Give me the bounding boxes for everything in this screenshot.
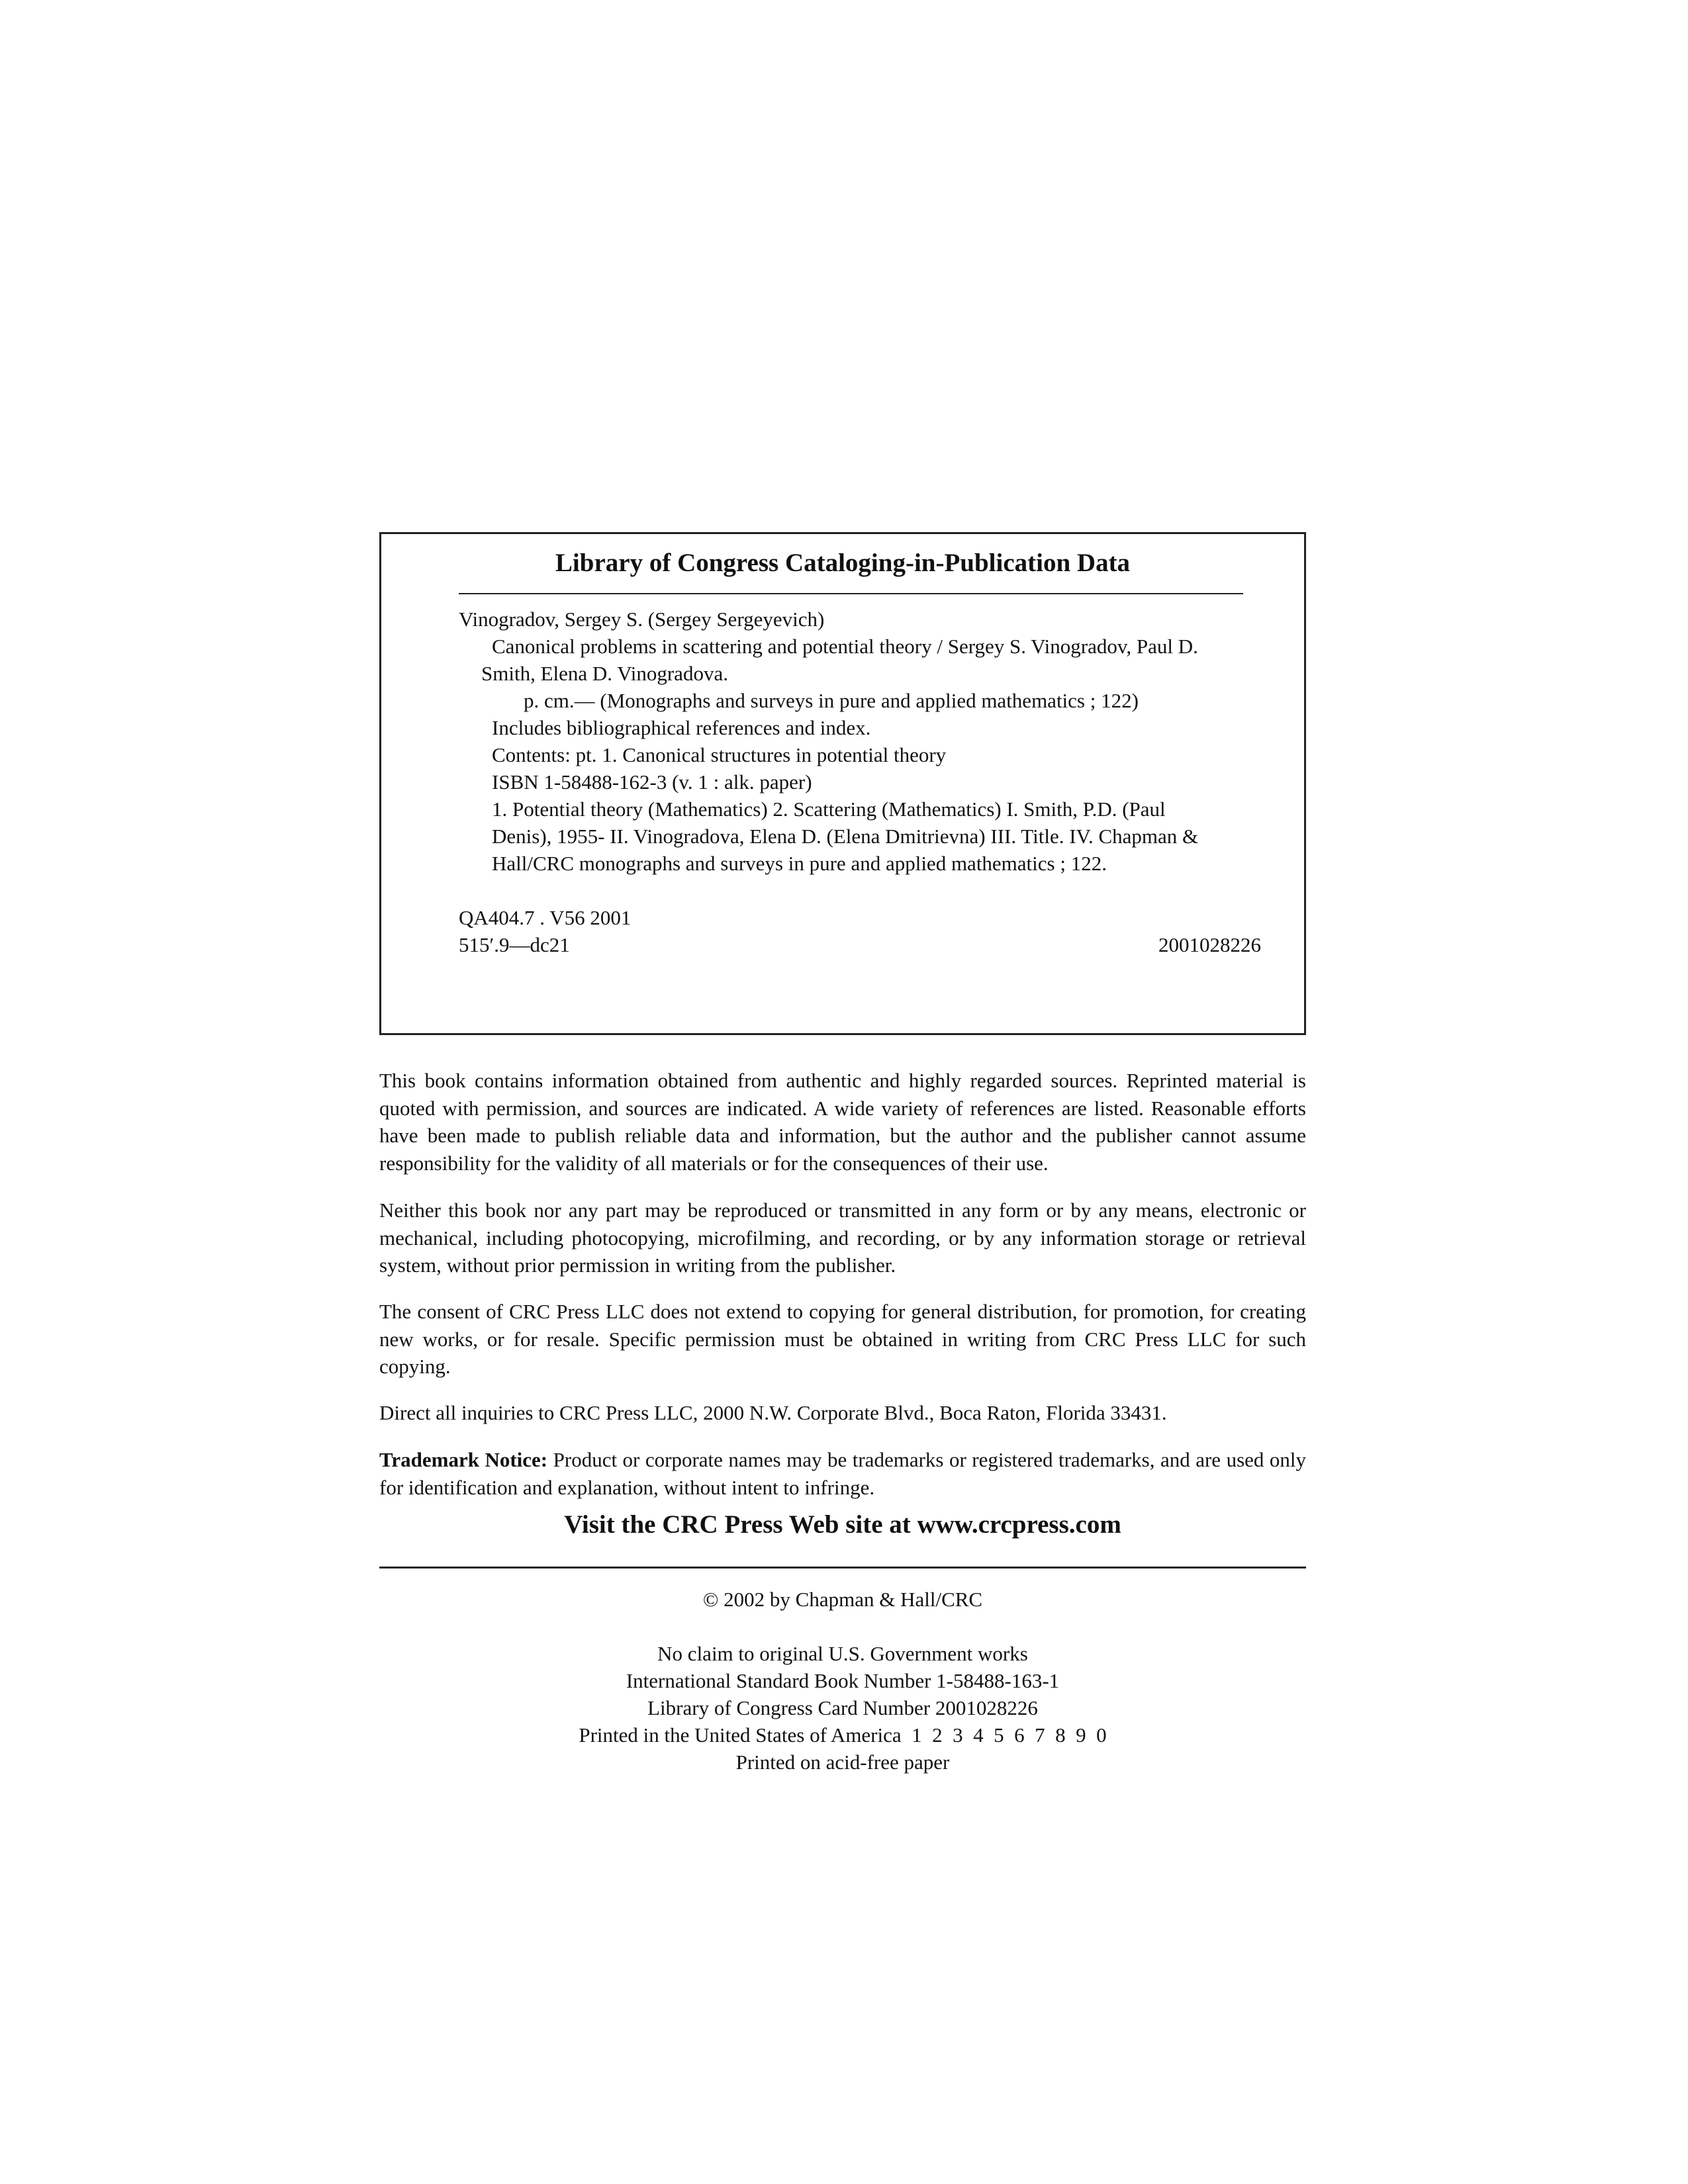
cip-lccn: 2001028226: [1158, 933, 1261, 956]
printed-in-line: Printed in the United States of America 1 2 3 4 5 6 7 8 9 0: [579, 1723, 1107, 1747]
copyright-line: © 2002 by Chapman & Hall/CRC: [702, 1588, 983, 1611]
cip-title-rule: [459, 593, 1243, 594]
government-works-line: No claim to original U.S. Government works: [657, 1642, 1028, 1665]
isbn-line: International Standard Book Number 1-58488-163-1: [626, 1669, 1060, 1692]
cip-subjects-line-end: Hall/CRC monographs and surveys in pure and applied mathematics ; 122.: [492, 852, 1107, 875]
cip-call-number: QA404.7 . V56 2001: [459, 906, 632, 929]
cip-series-line: p. cm.— (Monographs and surveys in pure and applied mathematics ; 122): [524, 689, 1139, 712]
lccn-line: Library of Congress Card Number 2001028226: [647, 1696, 1038, 1719]
cip-author-line: Vinogradov, Sergey S. (Sergey Sergeyevich): [459, 608, 825, 631]
cip-notes-line: Includes bibliographical references and index.: [492, 716, 871, 739]
trademark-notice: [379, 1446, 1306, 1501]
cip-contents-line: Contents: pt. 1. Canonical structures in potential theory: [492, 743, 947, 766]
cip-title-statement-cont: Smith, Elena D. Vinogradova.: [481, 662, 728, 685]
cip-subjects-line-cont: Denis), 1955- II. Vinogradova, Elena D. (Elena Dmitrievna) III. Title. IV. Chapman &: [492, 825, 1199, 848]
cip-dewey-number: 515′.9—dc21: [459, 933, 570, 956]
cip-subjects-line: 1. Potential theory (Mathematics) 2. Scattering (Mathematics) I. Smith, P.D. (Paul: [492, 797, 1166, 821]
acid-free-line: Printed on acid-free paper: [735, 1751, 950, 1774]
cip-isbn-line: ISBN 1-58488-162-3 (v. 1 : alk. paper): [492, 770, 812, 794]
cip-title: Library of Congress Cataloging-in-Publication Data: [555, 549, 1131, 577]
reproduction-notice: Neither this book nor any part may be reproduced or transmitted in any form or by any means, electronic or mechanical, including photocopying, microfilming, and recording, or by any information storage or retrieval system, without prior permission in writing from the publisher.: [379, 1199, 1306, 1277]
cip-title-statement: Canonical problems in scattering and potential theory / Sergey S. Vinogradov, Paul D.: [492, 635, 1198, 658]
website-heading: Visit the CRC Press Web site at www.crcpress.com: [564, 1510, 1121, 1539]
sources-notice: This book contains information obtained from authentic and highly regarded sources. Reprinted material is quoted with permission, and sources are indicated. A wide variety of references are listed. Reasonable efforts have been made to publish reliable data and information, but the author and the publisher cannot assume responsibility for the validity of all materials or for the consequences of their use.: [379, 1069, 1306, 1175]
inquiries-notice: Direct all inquiries to CRC Press LLC, 2000 N.W. Corporate Blvd., Boca Raton, Florida 33431.: [379, 1401, 1167, 1424]
cip-data-box: [379, 532, 1306, 1035]
consent-notice: The consent of CRC Press LLC does not extend to copying for general distribution, for promotion, for creating new works, or for resale. Specific permission must be obtained in writing from CRC Press LLC for such copying.: [379, 1300, 1306, 1378]
trademark-label: Trademark Notice:: [379, 1448, 548, 1471]
trademark-text: Product or corporate names may be trademarks or registered trademarks, and are used only for identification and explanation, without intent to infringe.: [379, 1448, 1306, 1499]
imprint-rule: [379, 1567, 1306, 1569]
